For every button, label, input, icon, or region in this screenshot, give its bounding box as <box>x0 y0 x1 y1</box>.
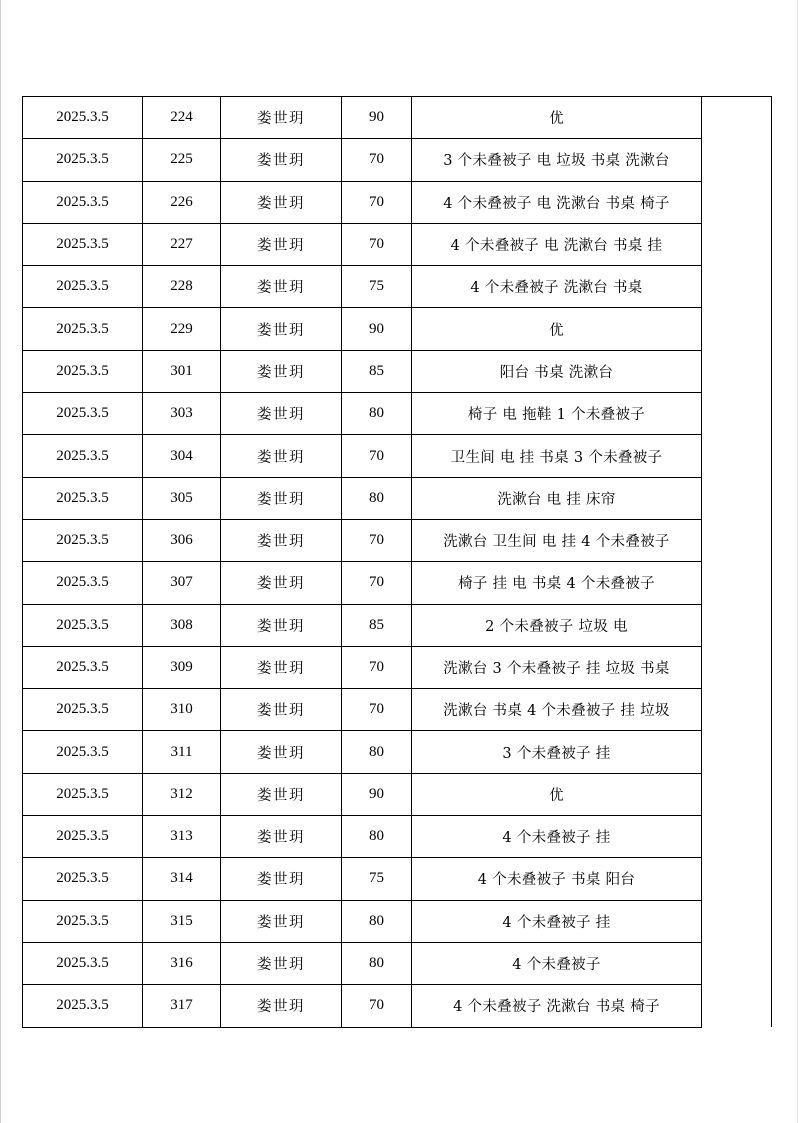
room-number-cell: 311 <box>143 731 221 773</box>
remark-cell: 4 个未叠被子 书桌 阳台 <box>412 858 702 900</box>
inspector-name-cell: 娄世玥 <box>221 985 342 1027</box>
blank-extra-cell <box>702 393 772 435</box>
score-cell: 90 <box>342 97 412 139</box>
date-cell: 2025.3.5 <box>23 562 143 604</box>
score-cell: 90 <box>342 308 412 350</box>
table-row <box>23 562 772 604</box>
remark-cell: 3 个未叠被子 电 垃圾 书桌 洗漱台 <box>412 139 702 181</box>
date-cell: 2025.3.5 <box>23 816 143 858</box>
score-cell: 70 <box>342 689 412 731</box>
score-cell: 70 <box>342 562 412 604</box>
inspector-name-cell: 娄世玥 <box>221 816 342 858</box>
blank-extra-cell <box>702 139 772 181</box>
inspector-name-cell: 娄世玥 <box>221 900 342 942</box>
room-number-cell: 227 <box>143 223 221 265</box>
score-cell: 75 <box>342 266 412 308</box>
remark-cell: 4 个未叠被子 洗漱台 书桌 椅子 <box>412 985 702 1027</box>
blank-extra-cell <box>702 519 772 561</box>
score-cell: 70 <box>342 223 412 265</box>
inspection-table <box>22 96 772 1028</box>
table-row <box>23 604 772 646</box>
inspector-name-cell: 娄世玥 <box>221 266 342 308</box>
date-cell: 2025.3.5 <box>23 604 143 646</box>
table-row <box>23 519 772 561</box>
inspector-name-cell: 娄世玥 <box>221 604 342 646</box>
blank-extra-cell <box>702 858 772 900</box>
table-row <box>23 477 772 519</box>
score-cell: 80 <box>342 477 412 519</box>
score-cell: 70 <box>342 181 412 223</box>
inspector-name-cell: 娄世玥 <box>221 139 342 181</box>
inspector-name-cell: 娄世玥 <box>221 477 342 519</box>
room-number-cell: 312 <box>143 773 221 815</box>
blank-extra-cell <box>702 985 772 1027</box>
date-cell: 2025.3.5 <box>23 985 143 1027</box>
inspector-name-cell: 娄世玥 <box>221 562 342 604</box>
remark-cell: 洗漱台 电 挂 床帘 <box>412 477 702 519</box>
room-number-cell: 304 <box>143 435 221 477</box>
room-number-cell: 310 <box>143 689 221 731</box>
blank-extra-cell <box>702 181 772 223</box>
table-row <box>23 435 772 477</box>
score-cell: 80 <box>342 900 412 942</box>
date-cell: 2025.3.5 <box>23 181 143 223</box>
inspector-name-cell: 娄世玥 <box>221 435 342 477</box>
blank-extra-cell <box>702 97 772 139</box>
inspector-name-cell: 娄世玥 <box>221 646 342 688</box>
remark-cell: 4 个未叠被子 洗漱台 书桌 <box>412 266 702 308</box>
score-cell: 70 <box>342 435 412 477</box>
blank-extra-cell <box>702 689 772 731</box>
table-row <box>23 942 772 984</box>
score-cell: 85 <box>342 604 412 646</box>
remark-cell: 卫生间 电 挂 书桌 3 个未叠被子 <box>412 435 702 477</box>
room-number-cell: 309 <box>143 646 221 688</box>
table-row <box>23 646 772 688</box>
remark-cell: 优 <box>412 773 702 815</box>
room-number-cell: 301 <box>143 350 221 392</box>
blank-extra-cell <box>702 477 772 519</box>
remark-cell: 洗漱台 书桌 4 个未叠被子 挂 垃圾 <box>412 689 702 731</box>
date-cell: 2025.3.5 <box>23 900 143 942</box>
page-edge-left <box>0 0 1 1123</box>
table-row <box>23 350 772 392</box>
score-cell: 70 <box>342 139 412 181</box>
remark-cell: 椅子 挂 电 书桌 4 个未叠被子 <box>412 562 702 604</box>
date-cell: 2025.3.5 <box>23 942 143 984</box>
inspector-name-cell: 娄世玥 <box>221 181 342 223</box>
table-row <box>23 139 772 181</box>
date-cell: 2025.3.5 <box>23 731 143 773</box>
remark-cell: 3 个未叠被子 挂 <box>412 731 702 773</box>
remark-cell: 4 个未叠被子 挂 <box>412 900 702 942</box>
date-cell: 2025.3.5 <box>23 435 143 477</box>
table-row <box>23 985 772 1027</box>
score-cell: 70 <box>342 646 412 688</box>
date-cell: 2025.3.5 <box>23 223 143 265</box>
date-cell: 2025.3.5 <box>23 393 143 435</box>
room-number-cell: 315 <box>143 900 221 942</box>
score-cell: 80 <box>342 393 412 435</box>
inspector-name-cell: 娄世玥 <box>221 689 342 731</box>
room-number-cell: 228 <box>143 266 221 308</box>
table-row <box>23 816 772 858</box>
remark-cell: 优 <box>412 308 702 350</box>
room-number-cell: 316 <box>143 942 221 984</box>
blank-extra-cell <box>702 308 772 350</box>
inspector-name-cell: 娄世玥 <box>221 942 342 984</box>
date-cell: 2025.3.5 <box>23 858 143 900</box>
table-row <box>23 900 772 942</box>
remark-cell: 2 个未叠被子 垃圾 电 <box>412 604 702 646</box>
blank-extra-cell <box>702 604 772 646</box>
blank-extra-cell <box>702 266 772 308</box>
date-cell: 2025.3.5 <box>23 266 143 308</box>
room-number-cell: 308 <box>143 604 221 646</box>
blank-extra-cell <box>702 646 772 688</box>
blank-extra-cell <box>702 816 772 858</box>
blank-extra-cell <box>702 350 772 392</box>
room-number-cell: 226 <box>143 181 221 223</box>
inspector-name-cell: 娄世玥 <box>221 308 342 350</box>
score-cell: 80 <box>342 731 412 773</box>
remark-cell: 阳台 书桌 洗漱台 <box>412 350 702 392</box>
inspector-name-cell: 娄世玥 <box>221 393 342 435</box>
date-cell: 2025.3.5 <box>23 350 143 392</box>
date-cell: 2025.3.5 <box>23 139 143 181</box>
table-row <box>23 181 772 223</box>
table-row <box>23 266 772 308</box>
blank-extra-cell <box>702 731 772 773</box>
table-row <box>23 97 772 139</box>
remark-cell: 椅子 电 拖鞋 1 个未叠被子 <box>412 393 702 435</box>
inspector-name-cell: 娄世玥 <box>221 858 342 900</box>
date-cell: 2025.3.5 <box>23 308 143 350</box>
remark-cell: 洗漱台 3 个未叠被子 挂 垃圾 书桌 <box>412 646 702 688</box>
score-cell: 70 <box>342 985 412 1027</box>
inspector-name-cell: 娄世玥 <box>221 731 342 773</box>
table-row <box>23 773 772 815</box>
blank-extra-cell <box>702 562 772 604</box>
room-number-cell: 305 <box>143 477 221 519</box>
score-cell: 85 <box>342 350 412 392</box>
score-cell: 90 <box>342 773 412 815</box>
inspector-name-cell: 娄世玥 <box>221 223 342 265</box>
inspector-name-cell: 娄世玥 <box>221 350 342 392</box>
room-number-cell: 307 <box>143 562 221 604</box>
remark-cell: 4 个未叠被子 挂 <box>412 816 702 858</box>
date-cell: 2025.3.5 <box>23 97 143 139</box>
date-cell: 2025.3.5 <box>23 689 143 731</box>
table-row <box>23 731 772 773</box>
room-number-cell: 317 <box>143 985 221 1027</box>
room-number-cell: 303 <box>143 393 221 435</box>
remark-cell: 优 <box>412 97 702 139</box>
inspector-name-cell: 娄世玥 <box>221 773 342 815</box>
table-row <box>23 689 772 731</box>
blank-extra-cell <box>702 942 772 984</box>
blank-extra-cell <box>702 435 772 477</box>
remark-cell: 4 个未叠被子 电 洗漱台 书桌 挂 <box>412 223 702 265</box>
room-number-cell: 314 <box>143 858 221 900</box>
inspector-name-cell: 娄世玥 <box>221 97 342 139</box>
blank-extra-cell <box>702 223 772 265</box>
room-number-cell: 313 <box>143 816 221 858</box>
table-row <box>23 308 772 350</box>
table-body <box>23 97 772 1028</box>
room-number-cell: 224 <box>143 97 221 139</box>
table-row <box>23 223 772 265</box>
remark-cell: 4 个未叠被子 <box>412 942 702 984</box>
score-cell: 75 <box>342 858 412 900</box>
room-number-cell: 229 <box>143 308 221 350</box>
date-cell: 2025.3.5 <box>23 773 143 815</box>
score-cell: 80 <box>342 942 412 984</box>
blank-extra-cell <box>702 900 772 942</box>
score-cell: 70 <box>342 519 412 561</box>
table-row <box>23 393 772 435</box>
score-cell: 80 <box>342 816 412 858</box>
blank-extra-cell <box>702 773 772 815</box>
date-cell: 2025.3.5 <box>23 646 143 688</box>
room-number-cell: 306 <box>143 519 221 561</box>
date-cell: 2025.3.5 <box>23 519 143 561</box>
remark-cell: 洗漱台 卫生间 电 挂 4 个未叠被子 <box>412 519 702 561</box>
inspector-name-cell: 娄世玥 <box>221 519 342 561</box>
date-cell: 2025.3.5 <box>23 477 143 519</box>
table-row <box>23 858 772 900</box>
room-number-cell: 225 <box>143 139 221 181</box>
remark-cell: 4 个未叠被子 电 洗漱台 书桌 椅子 <box>412 181 702 223</box>
